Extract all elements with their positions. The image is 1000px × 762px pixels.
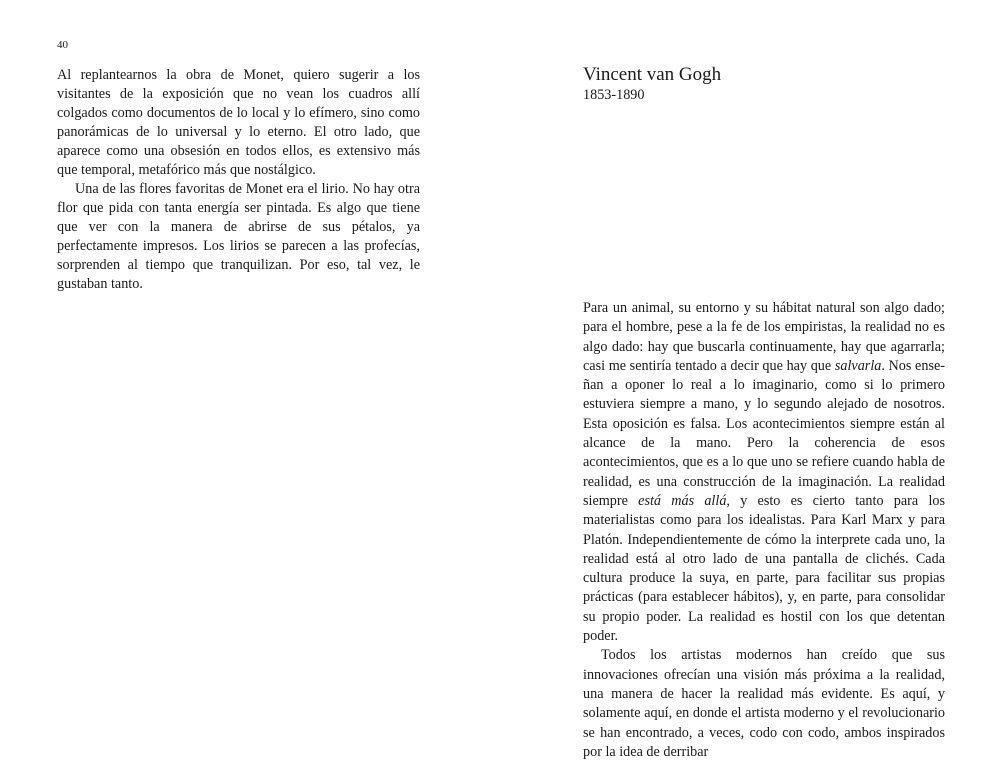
right-page-body [583,299,945,762]
right-paragraph-1-part-1: Para un animal, su entorno y su hábitat natural son algo dado; para el hombre, pese a la fe de los empiristas, la realidad no es algo dado: hay que buscarla continuamente, hay que agarrarla; casi me sentiría tentado a decir que hay que [583,300,945,374]
left-paragraph-1: Al replantearnos la obra de Monet, quiero sugerir a los visitantes de la exposición que no vean los cuadros allí colgados como documentos de lo local y lo efímero, sino como panorámicas de lo universal y lo eterno. El otro lado, que aparece como una obsesión en todos ellos, es extensivo más que temporal, metafórico más que nostálgico. [57,67,420,178]
right-paragraph-2: Todos los artistas modernos han creído que sus innovaciones ofrecían una visión más próxima a la realidad, una manera de hacer la realidad más evidente. Es aquí, y solamente aquí, en donde el artista moderno y el revolucionario se han encontrado, a veces, codo con codo, ambos inspirados por la idea de derribar [583,647,945,760]
right-paragraph-1-part-2: . Nos enseñan a oponer lo real a lo imaginario, como si lo primero estuviera siempre a mano, y lo segundo alejado de nosotros. Esta oposición es falsa. Los acontecimientos siempre están al alcance de la mano. Pero la coherencia de esos acontecimientos, que es a lo que uno se refiere cuando habla de realidad, es una construcción de la imaginación. La realidad siempre [583,357,946,509]
right-paragraph-1-part-3: , y esto es cierto tanto para los materialistas como para los idealistas. Para Karl Marx y para Platón. Independientemente de cómo la interprete cada uno, la realidad está al otro lado de una pantalla de clichés. Cada cultura produce la suya, en parte, para facilitar sus propias prácticas (para establecer hábitos), y, en parte, para consolidar su propio poder. La realidad es hostil con los que detentan poder. [583,492,945,645]
chapter-title: Vincent van Gogh [583,64,722,85]
right-paragraph-1-italic-1: salvarla [834,357,882,374]
chapter-dates: 1853-1890 [583,87,645,103]
page-number: 40 [57,39,68,51]
left-page-body [57,66,420,294]
right-paragraph-1 [583,299,945,646]
left-paragraph-2: Una de las flores favoritas de Monet era el lirio. No hay otra flor que pida con tanta energía ser pintada. Es algo que tiene que ver con la manera de abrirse de sus pétalos, ya perfectamente impresos. Los lirios se parecen a las profecías, sorprenden al tiempo que tranquilizan. Por eso, tal vez, le gustaban tanto. [57,181,420,292]
right-paragraph-1-italic-2: está más allá [638,492,727,509]
chapter-heading [583,64,943,105]
